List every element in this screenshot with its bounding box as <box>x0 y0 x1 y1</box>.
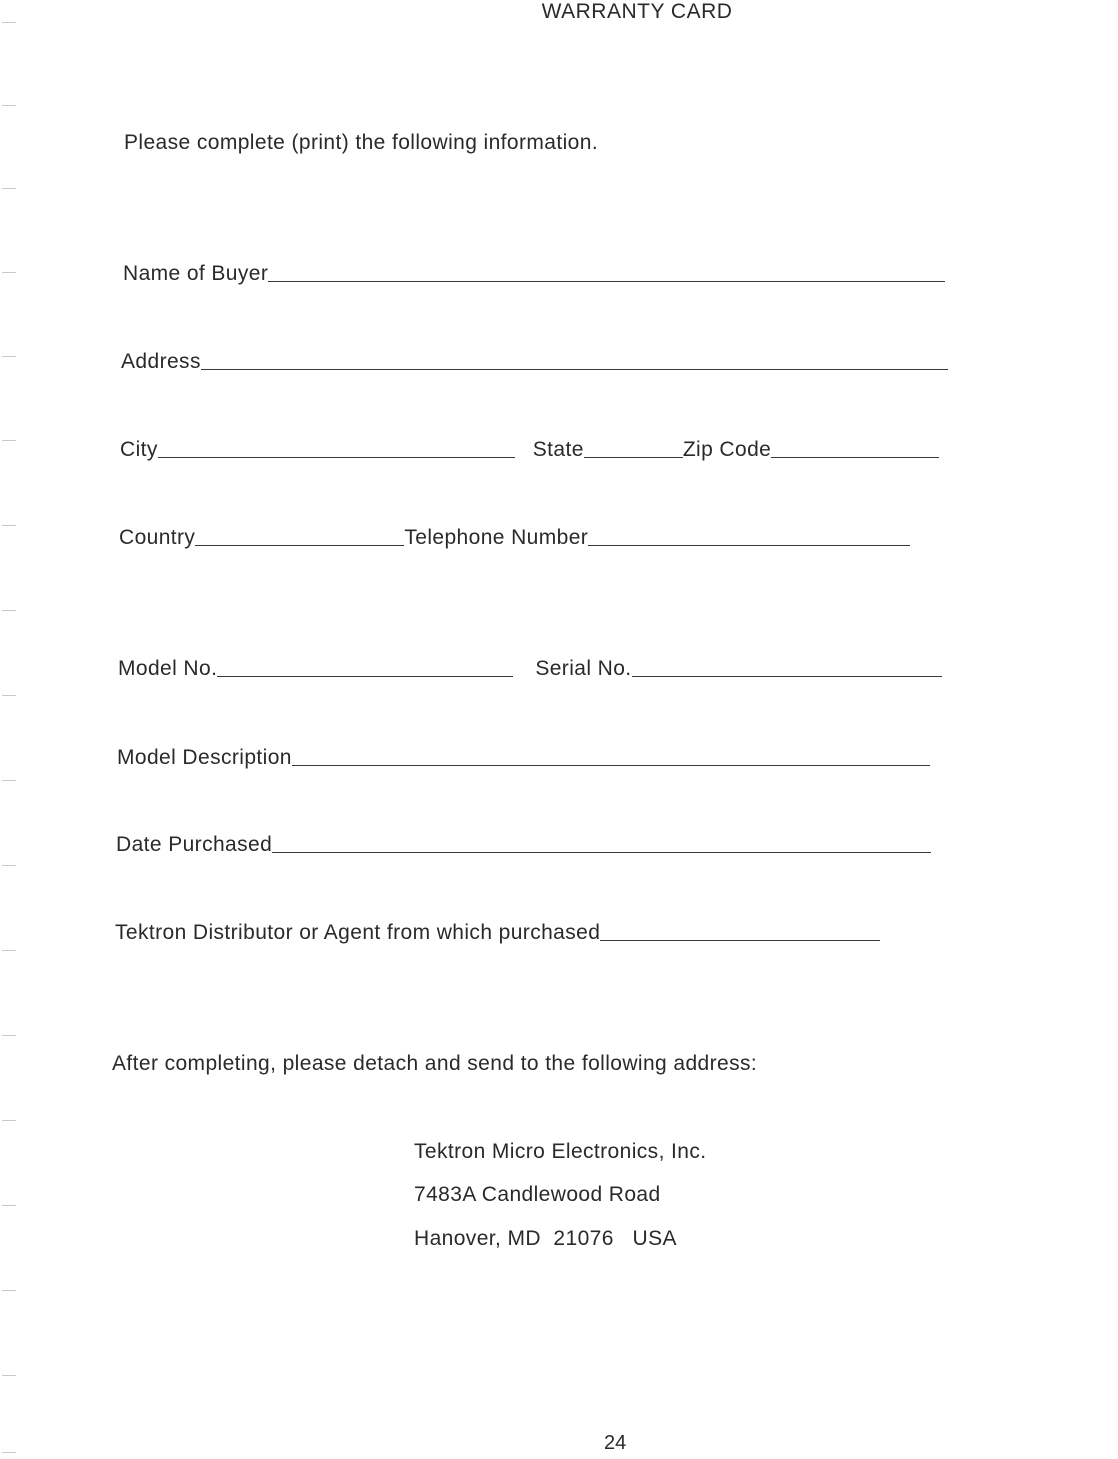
model-no-label: Model No. <box>118 657 218 680</box>
country-field[interactable] <box>195 544 404 546</box>
distributor-field[interactable] <box>600 939 880 941</box>
name-of-buyer-field[interactable] <box>268 280 945 282</box>
model-description-row <box>117 746 930 770</box>
city-field[interactable] <box>158 456 515 458</box>
name-of-buyer-label: Name of Buyer <box>123 262 269 285</box>
margin-tick <box>2 610 16 611</box>
margin-tick <box>2 356 16 357</box>
page-title: WARRANTY CARD <box>541 0 733 23</box>
name-of-buyer-row <box>123 262 945 286</box>
address-row <box>121 350 948 374</box>
date-purchased-label: Date Purchased <box>116 833 273 856</box>
page-number: 24 <box>604 1432 627 1454</box>
model-no-field[interactable] <box>217 675 513 677</box>
margin-tick <box>2 865 16 866</box>
model-description-label: Model Description <box>117 746 292 769</box>
margin-tick <box>2 1035 16 1036</box>
address-label: Address <box>121 350 201 373</box>
margin-tick <box>2 525 16 526</box>
state-label: State <box>532 438 584 461</box>
margin-tick <box>2 188 16 189</box>
margin-tick <box>2 1375 16 1376</box>
country-telephone-row <box>119 526 910 550</box>
date-purchased-field[interactable] <box>272 851 931 853</box>
zip-code-field[interactable] <box>771 456 939 458</box>
serial-no-label: Serial No. <box>535 657 632 680</box>
state-field[interactable] <box>584 456 683 458</box>
margin-tick <box>2 1205 16 1206</box>
model-serial-row <box>118 657 942 681</box>
address-field[interactable] <box>201 368 948 370</box>
model-description-field[interactable] <box>292 764 930 766</box>
telephone-number-field[interactable] <box>588 544 910 546</box>
margin-tick <box>2 780 16 781</box>
city-state-zip-row <box>120 438 939 462</box>
margin-tick <box>2 1452 16 1453</box>
country-label: Country <box>119 526 196 549</box>
telephone-number-label: Telephone Number <box>404 526 589 549</box>
distributor-row <box>115 921 880 945</box>
margin-tick <box>2 272 16 273</box>
mailing-address-line2: 7483A Candlewood Road <box>414 1183 661 1206</box>
instructions-text: After completing, please detach and send to the following address: <box>112 1052 758 1075</box>
margin-tick <box>2 440 16 441</box>
margin-tick <box>2 1290 16 1291</box>
mailing-address-line3: Hanover, MD 21076 USA <box>414 1227 677 1250</box>
margin-tick <box>2 105 16 106</box>
date-purchased-row <box>116 833 931 857</box>
serial-no-field[interactable] <box>632 675 942 677</box>
margin-tick <box>2 950 16 951</box>
mailing-address-line1: Tektron Micro Electronics, Inc. <box>414 1140 707 1163</box>
city-label: City <box>120 438 158 461</box>
distributor-label: Tektron Distributor or Agent from which purchased <box>115 921 601 944</box>
margin-tick <box>2 1120 16 1121</box>
intro-text: Please complete (print) the following information. <box>124 131 599 154</box>
margin-tick <box>2 695 16 696</box>
zip-code-label: Zip Code <box>682 438 772 461</box>
